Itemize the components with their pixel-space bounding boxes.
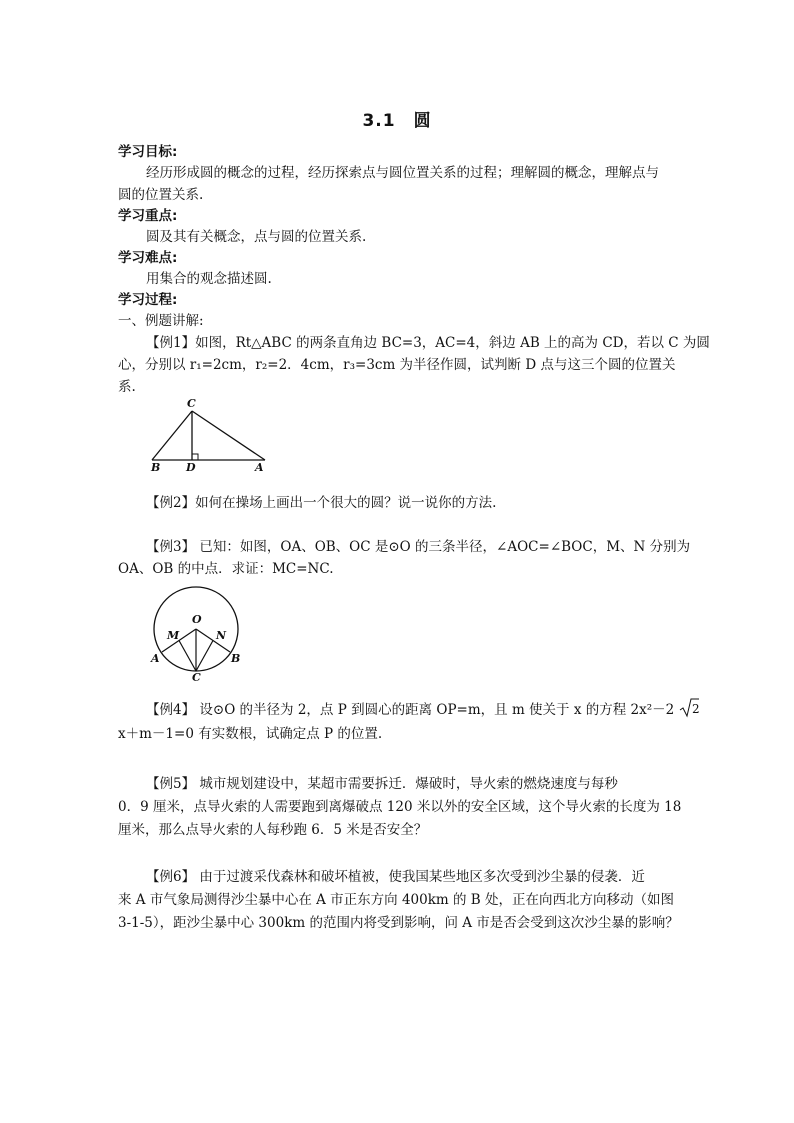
objectives-line-2: 圆的位置关系. [118,187,204,203]
label-b: B [231,652,241,665]
sqrt-sign [679,698,699,718]
label-n: N [216,629,227,642]
side-ca [192,411,265,460]
triangle-figure [140,396,280,474]
difficulties-line-1: 用集合的观念描述圆. [146,271,272,287]
difficulties-heading: 学习难点: [118,250,178,266]
example6-line-2: 来 A 市气象局测得沙尘暴中心在 A 市正东方向 400km 的 B 处，正在向西北方向移动（如图 [118,892,674,908]
objectives-line-1: 经历形成圆的概念的过程，经历探索点与圆位置关系的过程；理解圆的概念，理解点与 [146,165,659,181]
key-points-heading: 学习重点: [118,208,178,224]
side-bc [152,411,192,460]
right-angle-mark [192,454,198,460]
example1-line-2: 心，分别以 r₁=2cm，r₂=2．4cm，r₃=3cm 为半径作圆，试判断 D 点与这三个圆的位置关 [118,357,676,373]
label-b: B [151,461,161,474]
process-heading: 学习过程: [118,292,178,308]
example3-line-1: 【例3】 已知：如图，OA、OB、OC 是⊙O 的三条半径，∠AOC=∠BOC，M、N 分别为 [146,539,691,555]
example6-line-3: 3-1-5），距沙尘暴中心 300km 的范围内将受到影响，问 A 市是否会受到这次沙尘暴的影响？ [118,915,679,931]
example1-line-3: 系. [118,379,136,395]
circle-figure [140,582,256,682]
objectives-heading: 学习目标: [118,144,178,160]
key-points-line-1: 圆及其有关概念，点与圆的位置关系. [146,229,367,245]
example3-line-2: OA、OB 的中点．求证：MC=NC. [118,561,334,577]
label-c: C [187,397,196,410]
example5-line-3: 厘米，那么点导火索的人每秒跑 6．5 米是否安全？ [118,822,428,838]
example6-line-1: 【例6】 由于过渡采伐森林和破坏植被，使我国某些地区多次受到沙尘暴的侵袭．近 [146,869,645,885]
example5-line-2: 0．9 厘米，点导火索的人需要跑到离爆破点 120 米以外的安全区域，这个导火索的长度为 18 [118,799,682,815]
process-subheading: 一、例题讲解: [118,313,204,329]
title-text: 圆 [413,111,432,131]
segment-nc [196,641,213,672]
sqrt-value: 2 [691,702,699,716]
label-o: O [192,613,202,626]
page-title [0,106,794,131]
example4-line-1-text: 【例4】 设⊙O 的半径为 2，点 P 到圆心的距离 OP=m，且 m 使关于 x 的方程 2x²－2 [146,702,675,718]
example5-line-1: 【例5】 城市规划建设中，某超市需要拆迁．爆破时，导火索的燃烧速度与每秒 [146,776,618,792]
label-d: D [186,461,196,474]
label-a: A [151,652,160,665]
example1-line-1: 【例1】如图，Rt△ABC 的两条直角边 BC=3，AC=4，斜边 AB 上的高为 CD，若以 C 为圆 [146,335,710,351]
label-c: C [192,671,201,682]
example4-line-2: x＋m－1=0 有实数根，试确定点 P 的位置. [118,726,383,742]
example2-line-1: 【例2】如何在操场上画出一个很大的圆？说一说你的方法. [146,495,497,511]
label-m: M [167,629,180,642]
title-number: 3.1 [362,111,396,131]
example4-line-1 [146,698,699,718]
segment-mc [179,641,196,672]
label-a: A [255,461,264,474]
